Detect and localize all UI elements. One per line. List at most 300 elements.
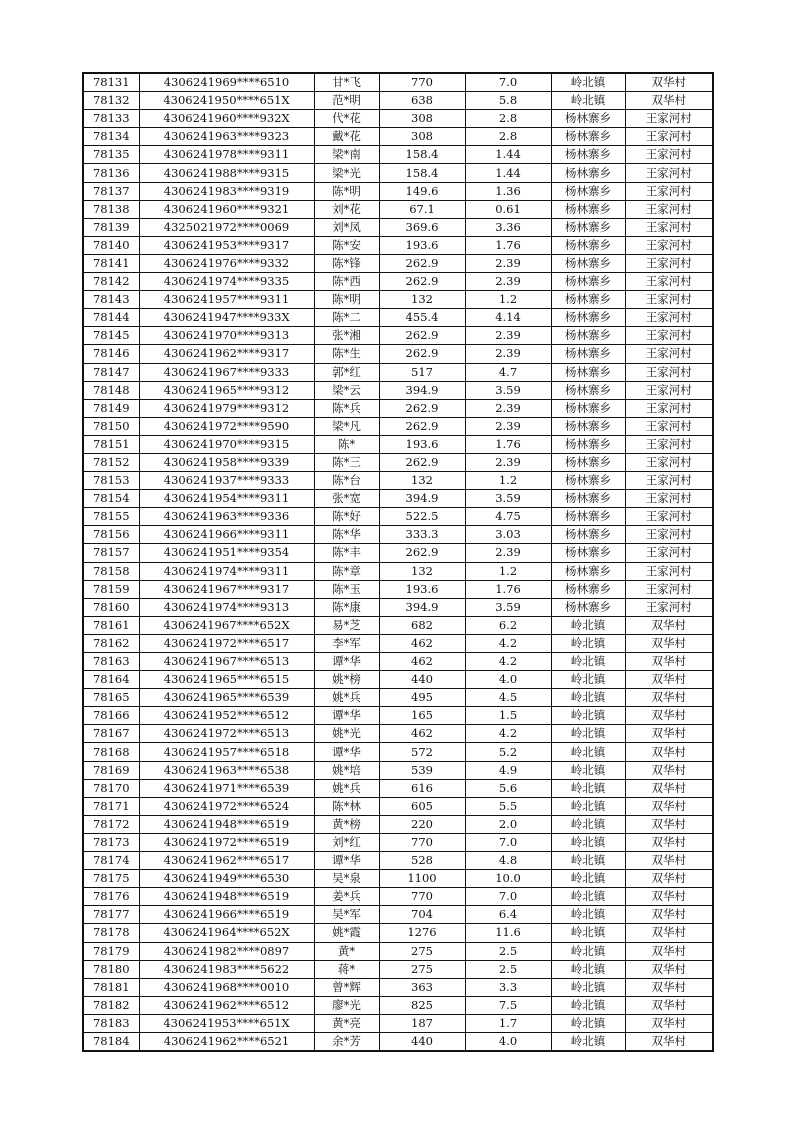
village-cell: 王家河村 xyxy=(625,254,713,272)
serial-number-cell: 78137 xyxy=(83,182,139,200)
village-cell: 双华村 xyxy=(625,653,713,671)
township-cell: 岭北镇 xyxy=(551,725,625,743)
id-number-cell: 4306241962****9317 xyxy=(139,345,314,363)
name-cell: 廖*光 xyxy=(314,996,379,1014)
amount-cell: 149.6 xyxy=(379,182,465,200)
table-row xyxy=(83,906,713,924)
table-row xyxy=(83,689,713,707)
township-cell: 岭北镇 xyxy=(551,779,625,797)
quantity-cell: 4.0 xyxy=(465,671,551,689)
id-number-cell: 4325021972****0069 xyxy=(139,218,314,236)
name-cell: 陈*丰 xyxy=(314,544,379,562)
id-number-cell: 4306241972****6517 xyxy=(139,634,314,652)
table-row xyxy=(83,942,713,960)
village-cell: 双华村 xyxy=(625,707,713,725)
amount-cell: 262.9 xyxy=(379,417,465,435)
village-cell: 王家河村 xyxy=(625,291,713,309)
township-cell: 岭北镇 xyxy=(551,888,625,906)
serial-number-cell: 78169 xyxy=(83,761,139,779)
quantity-cell: 7.5 xyxy=(465,996,551,1014)
id-number-cell: 4306241972****9590 xyxy=(139,417,314,435)
township-cell: 岭北镇 xyxy=(551,924,625,942)
table-row xyxy=(83,797,713,815)
quantity-cell: 2.39 xyxy=(465,254,551,272)
quantity-cell: 2.8 xyxy=(465,128,551,146)
serial-number-cell: 78178 xyxy=(83,924,139,942)
serial-number-cell: 78134 xyxy=(83,128,139,146)
village-cell: 双华村 xyxy=(625,996,713,1014)
amount-cell: 462 xyxy=(379,634,465,652)
amount-cell: 517 xyxy=(379,363,465,381)
id-number-cell: 4306241951****9354 xyxy=(139,544,314,562)
village-cell: 王家河村 xyxy=(625,526,713,544)
data-table xyxy=(82,72,714,1052)
id-number-cell: 4306241958****9339 xyxy=(139,453,314,471)
name-cell: 陈*生 xyxy=(314,345,379,363)
id-number-cell: 4306241965****9312 xyxy=(139,381,314,399)
table-row xyxy=(83,254,713,272)
township-cell: 杨林寨乡 xyxy=(551,508,625,526)
name-cell: 陈*锋 xyxy=(314,254,379,272)
quantity-cell: 1.2 xyxy=(465,472,551,490)
quantity-cell: 4.2 xyxy=(465,634,551,652)
village-cell: 王家河村 xyxy=(625,544,713,562)
table-row xyxy=(83,888,713,906)
id-number-cell: 4306241963****9323 xyxy=(139,128,314,146)
name-cell: 刘*红 xyxy=(314,833,379,851)
amount-cell: 495 xyxy=(379,689,465,707)
id-number-cell: 4306241967****652X xyxy=(139,616,314,634)
serial-number-cell: 78153 xyxy=(83,472,139,490)
quantity-cell: 7.0 xyxy=(465,73,551,92)
quantity-cell: 10.0 xyxy=(465,870,551,888)
township-cell: 杨林寨乡 xyxy=(551,453,625,471)
table-row xyxy=(83,182,713,200)
serial-number-cell: 78180 xyxy=(83,960,139,978)
quantity-cell: 3.03 xyxy=(465,526,551,544)
id-number-cell: 4306241960****932X xyxy=(139,110,314,128)
quantity-cell: 2.39 xyxy=(465,345,551,363)
id-number-cell: 4306241954****9311 xyxy=(139,490,314,508)
table-row xyxy=(83,490,713,508)
id-number-cell: 4306241969****6510 xyxy=(139,73,314,92)
table-row xyxy=(83,92,713,110)
serial-number-cell: 78183 xyxy=(83,1014,139,1032)
serial-number-cell: 78155 xyxy=(83,508,139,526)
name-cell: 蒋* xyxy=(314,960,379,978)
village-cell: 双华村 xyxy=(625,689,713,707)
village-cell: 双华村 xyxy=(625,978,713,996)
name-cell: 梁*南 xyxy=(314,146,379,164)
township-cell: 岭北镇 xyxy=(551,978,625,996)
village-cell: 王家河村 xyxy=(625,345,713,363)
id-number-cell: 4306241972****6513 xyxy=(139,725,314,743)
quantity-cell: 7.0 xyxy=(465,833,551,851)
quantity-cell: 2.0 xyxy=(465,815,551,833)
village-cell: 双华村 xyxy=(625,833,713,851)
serial-number-cell: 78139 xyxy=(83,218,139,236)
village-cell: 王家河村 xyxy=(625,381,713,399)
quantity-cell: 5.6 xyxy=(465,779,551,797)
id-number-cell: 4306241947****933X xyxy=(139,309,314,327)
id-number-cell: 4306241967****6513 xyxy=(139,653,314,671)
name-cell: 陈*三 xyxy=(314,453,379,471)
amount-cell: 616 xyxy=(379,779,465,797)
amount-cell: 193.6 xyxy=(379,236,465,254)
quantity-cell: 0.61 xyxy=(465,200,551,218)
name-cell: 张*宽 xyxy=(314,490,379,508)
table-row xyxy=(83,725,713,743)
id-number-cell: 4306241978****9311 xyxy=(139,146,314,164)
id-number-cell: 4306241970****9315 xyxy=(139,435,314,453)
serial-number-cell: 78141 xyxy=(83,254,139,272)
amount-cell: 440 xyxy=(379,671,465,689)
name-cell: 刘*凤 xyxy=(314,218,379,236)
name-cell: 姚*兵 xyxy=(314,689,379,707)
township-cell: 杨林寨乡 xyxy=(551,182,625,200)
table-body xyxy=(83,73,713,1051)
quantity-cell: 5.8 xyxy=(465,92,551,110)
serial-number-cell: 78151 xyxy=(83,435,139,453)
table-row xyxy=(83,870,713,888)
township-cell: 杨林寨乡 xyxy=(551,254,625,272)
serial-number-cell: 78170 xyxy=(83,779,139,797)
serial-number-cell: 78162 xyxy=(83,634,139,652)
table-row xyxy=(83,164,713,182)
village-cell: 王家河村 xyxy=(625,562,713,580)
village-cell: 王家河村 xyxy=(625,110,713,128)
village-cell: 双华村 xyxy=(625,870,713,888)
township-cell: 岭北镇 xyxy=(551,852,625,870)
name-cell: 陈*西 xyxy=(314,273,379,291)
township-cell: 岭北镇 xyxy=(551,689,625,707)
id-number-cell: 4306241957****6518 xyxy=(139,743,314,761)
name-cell: 姚*霞 xyxy=(314,924,379,942)
village-cell: 双华村 xyxy=(625,92,713,110)
amount-cell: 262.9 xyxy=(379,327,465,345)
township-cell: 岭北镇 xyxy=(551,906,625,924)
quantity-cell: 1.76 xyxy=(465,435,551,453)
id-number-cell: 4306241963****9336 xyxy=(139,508,314,526)
township-cell: 岭北镇 xyxy=(551,1014,625,1032)
township-cell: 杨林寨乡 xyxy=(551,381,625,399)
id-number-cell: 4306241963****6538 xyxy=(139,761,314,779)
amount-cell: 528 xyxy=(379,852,465,870)
amount-cell: 193.6 xyxy=(379,435,465,453)
village-cell: 王家河村 xyxy=(625,200,713,218)
quantity-cell: 7.0 xyxy=(465,888,551,906)
amount-cell: 394.9 xyxy=(379,598,465,616)
table-row xyxy=(83,833,713,851)
township-cell: 杨林寨乡 xyxy=(551,345,625,363)
amount-cell: 462 xyxy=(379,653,465,671)
table-row xyxy=(83,472,713,490)
quantity-cell: 4.9 xyxy=(465,761,551,779)
serial-number-cell: 78140 xyxy=(83,236,139,254)
name-cell: 陈*台 xyxy=(314,472,379,490)
serial-number-cell: 78148 xyxy=(83,381,139,399)
township-cell: 岭北镇 xyxy=(551,92,625,110)
village-cell: 王家河村 xyxy=(625,508,713,526)
amount-cell: 308 xyxy=(379,110,465,128)
quantity-cell: 2.39 xyxy=(465,453,551,471)
quantity-cell: 1.2 xyxy=(465,562,551,580)
village-cell: 王家河村 xyxy=(625,146,713,164)
id-number-cell: 4306241974****9313 xyxy=(139,598,314,616)
village-cell: 王家河村 xyxy=(625,182,713,200)
township-cell: 岭北镇 xyxy=(551,815,625,833)
table-row xyxy=(83,779,713,797)
id-number-cell: 4306241953****9317 xyxy=(139,236,314,254)
name-cell: 陈*兵 xyxy=(314,399,379,417)
village-cell: 王家河村 xyxy=(625,309,713,327)
id-number-cell: 4306241948****6519 xyxy=(139,815,314,833)
quantity-cell: 1.76 xyxy=(465,580,551,598)
name-cell: 陈*玉 xyxy=(314,580,379,598)
township-cell: 杨林寨乡 xyxy=(551,544,625,562)
id-number-cell: 4306241967****9317 xyxy=(139,580,314,598)
name-cell: 谭*华 xyxy=(314,743,379,761)
amount-cell: 262.9 xyxy=(379,453,465,471)
table-row xyxy=(83,743,713,761)
township-cell: 岭北镇 xyxy=(551,960,625,978)
quantity-cell: 4.14 xyxy=(465,309,551,327)
serial-number-cell: 78154 xyxy=(83,490,139,508)
name-cell: 吴*军 xyxy=(314,906,379,924)
table-row xyxy=(83,562,713,580)
village-cell: 双华村 xyxy=(625,888,713,906)
township-cell: 杨林寨乡 xyxy=(551,291,625,309)
quantity-cell: 4.2 xyxy=(465,725,551,743)
township-cell: 杨林寨乡 xyxy=(551,580,625,598)
serial-number-cell: 78133 xyxy=(83,110,139,128)
village-cell: 王家河村 xyxy=(625,273,713,291)
township-cell: 岭北镇 xyxy=(551,653,625,671)
id-number-cell: 4306241957****9311 xyxy=(139,291,314,309)
amount-cell: 333.3 xyxy=(379,526,465,544)
amount-cell: 455.4 xyxy=(379,309,465,327)
township-cell: 杨林寨乡 xyxy=(551,562,625,580)
serial-number-cell: 78166 xyxy=(83,707,139,725)
village-cell: 双华村 xyxy=(625,942,713,960)
id-number-cell: 4306241974****9335 xyxy=(139,273,314,291)
name-cell: 陈*康 xyxy=(314,598,379,616)
serial-number-cell: 78152 xyxy=(83,453,139,471)
serial-number-cell: 78136 xyxy=(83,164,139,182)
amount-cell: 682 xyxy=(379,616,465,634)
amount-cell: 132 xyxy=(379,562,465,580)
table-row xyxy=(83,1014,713,1032)
amount-cell: 132 xyxy=(379,472,465,490)
quantity-cell: 3.59 xyxy=(465,490,551,508)
township-cell: 杨林寨乡 xyxy=(551,164,625,182)
quantity-cell: 1.36 xyxy=(465,182,551,200)
township-cell: 杨林寨乡 xyxy=(551,472,625,490)
amount-cell: 308 xyxy=(379,128,465,146)
serial-number-cell: 78159 xyxy=(83,580,139,598)
name-cell: 甘*飞 xyxy=(314,73,379,92)
name-cell: 梁*光 xyxy=(314,164,379,182)
id-number-cell: 4306241949****6530 xyxy=(139,870,314,888)
table-row xyxy=(83,598,713,616)
name-cell: 刘*花 xyxy=(314,200,379,218)
name-cell: 李*军 xyxy=(314,634,379,652)
table-row xyxy=(83,671,713,689)
quantity-cell: 3.36 xyxy=(465,218,551,236)
name-cell: 张*湘 xyxy=(314,327,379,345)
id-number-cell: 4306241971****6539 xyxy=(139,779,314,797)
name-cell: 陈*明 xyxy=(314,291,379,309)
id-number-cell: 4306241950****651X xyxy=(139,92,314,110)
amount-cell: 605 xyxy=(379,797,465,815)
amount-cell: 394.9 xyxy=(379,490,465,508)
serial-number-cell: 78157 xyxy=(83,544,139,562)
township-cell: 杨林寨乡 xyxy=(551,598,625,616)
name-cell: 陈*华 xyxy=(314,526,379,544)
quantity-cell: 4.0 xyxy=(465,1032,551,1051)
village-cell: 王家河村 xyxy=(625,435,713,453)
serial-number-cell: 78171 xyxy=(83,797,139,815)
quantity-cell: 3.59 xyxy=(465,381,551,399)
id-number-cell: 4306241965****6515 xyxy=(139,671,314,689)
amount-cell: 220 xyxy=(379,815,465,833)
township-cell: 杨林寨乡 xyxy=(551,309,625,327)
name-cell: 姚*兵 xyxy=(314,779,379,797)
serial-number-cell: 78173 xyxy=(83,833,139,851)
table-row xyxy=(83,399,713,417)
township-cell: 杨林寨乡 xyxy=(551,110,625,128)
quantity-cell: 1.44 xyxy=(465,164,551,182)
amount-cell: 770 xyxy=(379,888,465,906)
id-number-cell: 4306241967****9333 xyxy=(139,363,314,381)
amount-cell: 363 xyxy=(379,978,465,996)
table-row xyxy=(83,236,713,254)
id-number-cell: 4306241972****6519 xyxy=(139,833,314,851)
village-cell: 双华村 xyxy=(625,1014,713,1032)
amount-cell: 539 xyxy=(379,761,465,779)
table-row xyxy=(83,852,713,870)
table-row xyxy=(83,146,713,164)
quantity-cell: 5.5 xyxy=(465,797,551,815)
village-cell: 双华村 xyxy=(625,743,713,761)
amount-cell: 158.4 xyxy=(379,146,465,164)
quantity-cell: 4.7 xyxy=(465,363,551,381)
township-cell: 杨林寨乡 xyxy=(551,200,625,218)
village-cell: 双华村 xyxy=(625,1032,713,1051)
serial-number-cell: 78143 xyxy=(83,291,139,309)
amount-cell: 638 xyxy=(379,92,465,110)
amount-cell: 193.6 xyxy=(379,580,465,598)
village-cell: 王家河村 xyxy=(625,580,713,598)
name-cell: 戴*花 xyxy=(314,128,379,146)
name-cell: 余*芳 xyxy=(314,1032,379,1051)
table-row xyxy=(83,508,713,526)
id-number-cell: 4306241982****0897 xyxy=(139,942,314,960)
serial-number-cell: 78181 xyxy=(83,978,139,996)
quantity-cell: 2.39 xyxy=(465,544,551,562)
township-cell: 岭北镇 xyxy=(551,797,625,815)
village-cell: 王家河村 xyxy=(625,598,713,616)
quantity-cell: 5.2 xyxy=(465,743,551,761)
amount-cell: 275 xyxy=(379,942,465,960)
village-cell: 王家河村 xyxy=(625,236,713,254)
township-cell: 杨林寨乡 xyxy=(551,218,625,236)
township-cell: 岭北镇 xyxy=(551,634,625,652)
village-cell: 王家河村 xyxy=(625,453,713,471)
serial-number-cell: 78172 xyxy=(83,815,139,833)
amount-cell: 165 xyxy=(379,707,465,725)
name-cell: 姜*兵 xyxy=(314,888,379,906)
village-cell: 双华村 xyxy=(625,924,713,942)
village-cell: 双华村 xyxy=(625,815,713,833)
table-row xyxy=(83,309,713,327)
village-cell: 王家河村 xyxy=(625,218,713,236)
id-number-cell: 4306241988****9315 xyxy=(139,164,314,182)
table-row xyxy=(83,634,713,652)
township-cell: 岭北镇 xyxy=(551,1032,625,1051)
amount-cell: 394.9 xyxy=(379,381,465,399)
township-cell: 岭北镇 xyxy=(551,73,625,92)
village-cell: 双华村 xyxy=(625,779,713,797)
table-row xyxy=(83,815,713,833)
serial-number-cell: 78165 xyxy=(83,689,139,707)
serial-number-cell: 78149 xyxy=(83,399,139,417)
quantity-cell: 2.5 xyxy=(465,960,551,978)
village-cell: 王家河村 xyxy=(625,399,713,417)
village-cell: 双华村 xyxy=(625,725,713,743)
table-row xyxy=(83,273,713,291)
township-cell: 杨林寨乡 xyxy=(551,146,625,164)
amount-cell: 262.9 xyxy=(379,544,465,562)
name-cell: 黄* xyxy=(314,942,379,960)
township-cell: 岭北镇 xyxy=(551,616,625,634)
serial-number-cell: 78184 xyxy=(83,1032,139,1051)
quantity-cell: 4.8 xyxy=(465,852,551,870)
table-row xyxy=(83,327,713,345)
name-cell: 姚*培 xyxy=(314,761,379,779)
serial-number-cell: 78142 xyxy=(83,273,139,291)
id-number-cell: 4306241937****9333 xyxy=(139,472,314,490)
village-cell: 双华村 xyxy=(625,852,713,870)
village-cell: 王家河村 xyxy=(625,417,713,435)
village-cell: 王家河村 xyxy=(625,164,713,182)
quantity-cell: 2.39 xyxy=(465,399,551,417)
name-cell: 陈* xyxy=(314,435,379,453)
amount-cell: 369.6 xyxy=(379,218,465,236)
table-row xyxy=(83,996,713,1014)
township-cell: 杨林寨乡 xyxy=(551,490,625,508)
id-number-cell: 4306241983****5622 xyxy=(139,960,314,978)
amount-cell: 67.1 xyxy=(379,200,465,218)
serial-number-cell: 78175 xyxy=(83,870,139,888)
name-cell: 黄*亮 xyxy=(314,1014,379,1032)
id-number-cell: 4306241968****0010 xyxy=(139,978,314,996)
table-row xyxy=(83,580,713,598)
serial-number-cell: 78158 xyxy=(83,562,139,580)
amount-cell: 825 xyxy=(379,996,465,1014)
id-number-cell: 4306241964****652X xyxy=(139,924,314,942)
table-row xyxy=(83,381,713,399)
quantity-cell: 1.76 xyxy=(465,236,551,254)
amount-cell: 770 xyxy=(379,833,465,851)
id-number-cell: 4306241965****6539 xyxy=(139,689,314,707)
township-cell: 岭北镇 xyxy=(551,743,625,761)
quantity-cell: 2.39 xyxy=(465,327,551,345)
name-cell: 陈*明 xyxy=(314,182,379,200)
amount-cell: 462 xyxy=(379,725,465,743)
serial-number-cell: 78163 xyxy=(83,653,139,671)
table-row xyxy=(83,924,713,942)
